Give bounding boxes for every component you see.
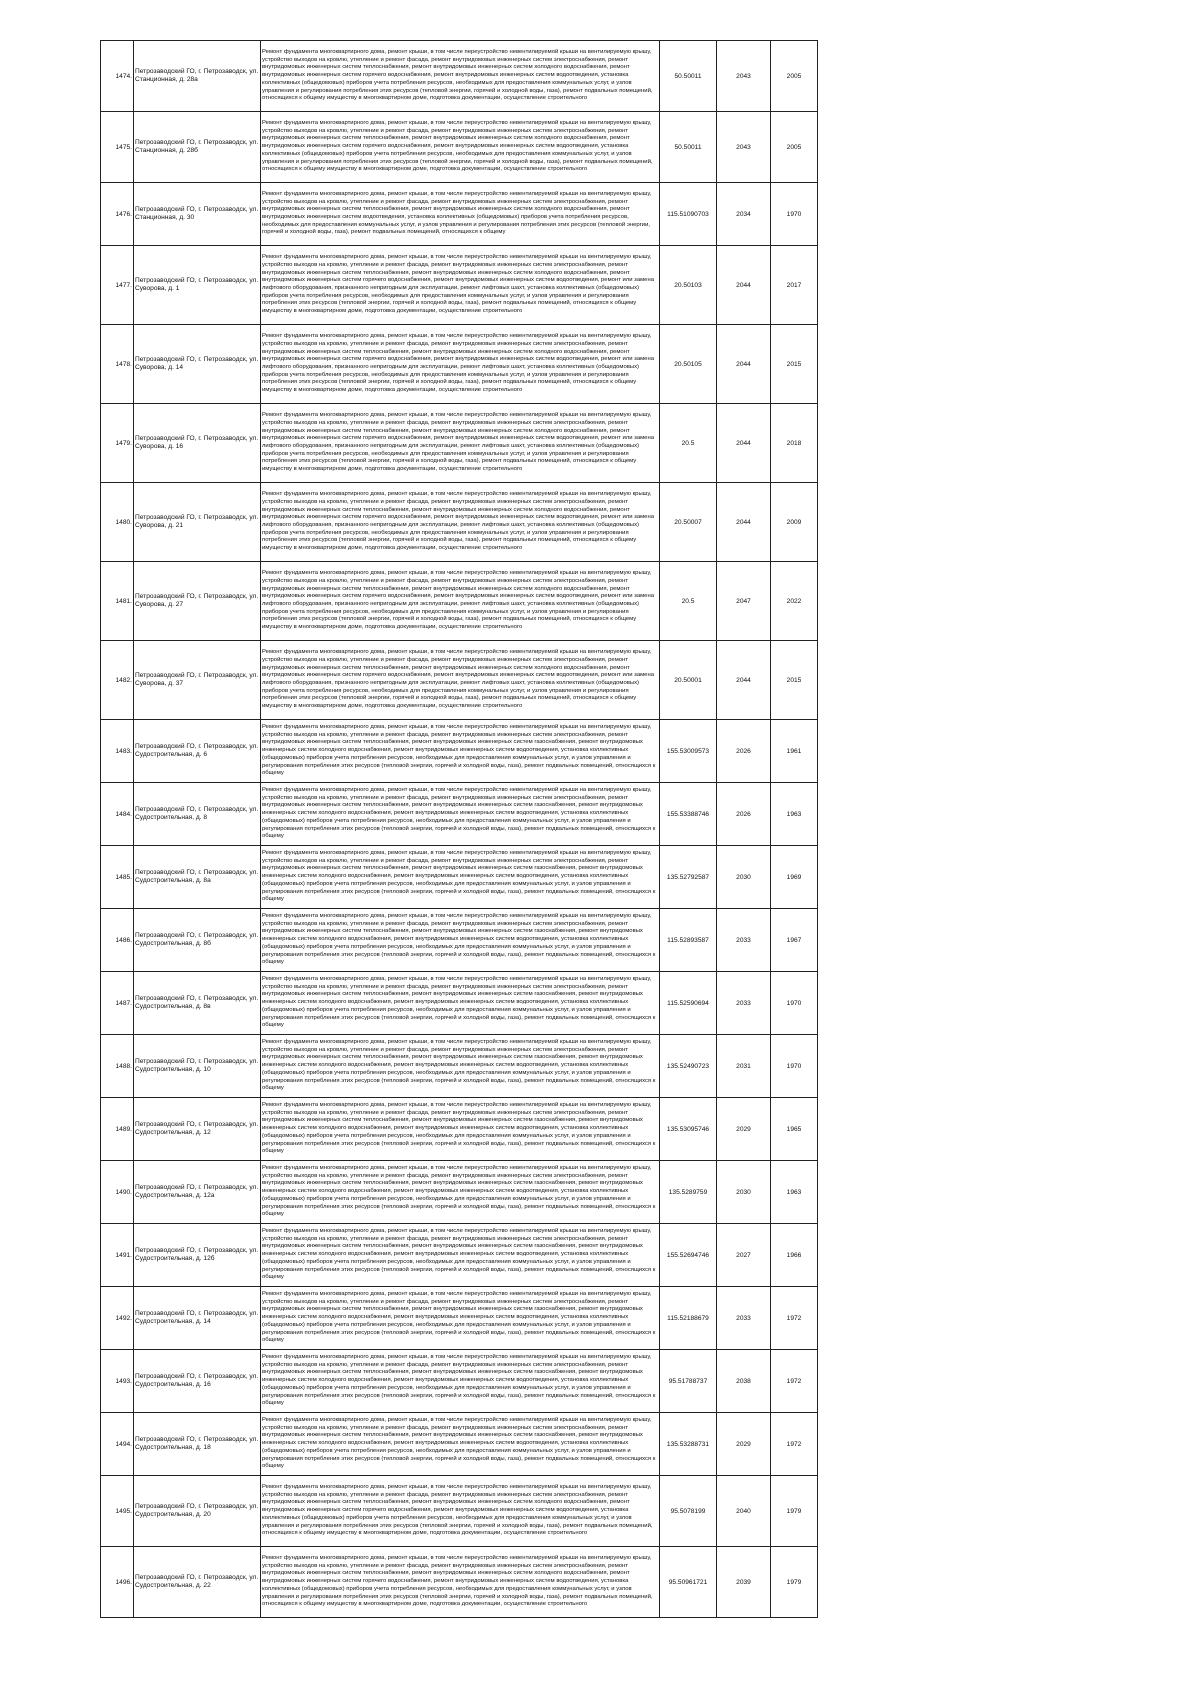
planned-year-cell: 2043 <box>717 112 771 183</box>
planned-year-cell: 2031 <box>717 1035 771 1098</box>
planned-year-cell: 2029 <box>717 1413 771 1476</box>
works-text: Ремонт фундамента многоквартирного дома, ремонт крыши, в том числе переустройство невентилируемой крыши на вентилируемую крышу, устройство выходов на кровлю, утепление и ремонт фасада, ремонт внутридомовых инженерных систем электроснабжения, ремонт внутридомовых инженерных систем теплоснабжения, ремонт внутридомовых инженерных систем газоснабжения, ремонт внутридомовых инженерных систем холодного водоснабжения, ремонт внутридомовых инженерных систем водоотведения, установка коллективных (общедомовых) приборов учета потребления ресурсов, необходимых для предоставления коммунальных услуг, и узлов управления и регулирования потребления этих ресурсов (тепловой энергии, горячей и холодной воды, газа), ремонт подвальных помещений, относящихся к общему <box>262 1291 656 1344</box>
row-number: 1484. <box>101 783 134 846</box>
works-text: Ремонт фундамента многоквартирного дома, ремонт крыши, в том числе переустройство невентилируемой крыши на вентилируемую крышу, устройство выходов на кровлю, утепление и ремонт фасада, ремонт внутридомовых инженерных систем электроснабжения, ремонт внутридомовых инженерных систем теплоснабжения, ремонт внутридомовых инженерных систем холодного водоснабжения, ремонт внутридомовых инженерных систем горячего водоснабжения, ремонт внутридомовых инженерных систем водоотведения, ремонт или замена лифтового оборудования, признанного непригодным для эксплуатации, ремонт лифтовых шахт, установка коллективных (общедомовых) приборов учета потребления ресурсов, необходимых для предоставления коммунальных услуг, и узлов управления и регулирования потребления этих ресурсов (тепловой энергии, горячей и холодной воды, газа), ремонт подвальных помещений, относящихся к общему имуществу в многоквартирном доме, подготовка документации, осуществление строительного <box>262 254 654 315</box>
works-cell <box>261 112 660 183</box>
row-number: 1491. <box>101 1224 134 1287</box>
works-text: Ремонт фундамента многоквартирного дома, ремонт крыши, в том числе переустройство невентилируемой крыши на вентилируемую крышу, устройство выходов на кровлю, утепление и ремонт фасада, ремонт внутридомовых инженерных систем электроснабжения, ремонт внутридомовых инженерных систем теплоснабжения, ремонт внутридомовых инженерных систем газоснабжения, ремонт внутридомовых инженерных систем холодного водоснабжения, ремонт внутридомовых инженерных систем водоотведения, установка коллективных (общедомовых) приборов учета потребления ресурсов, необходимых для предоставления коммунальных услуг, и узлов управления и регулирования потребления этих ресурсов (тепловой энергии, горячей и холодной воды, газа), ремонт подвальных помещений, относящихся к общему <box>262 1102 656 1155</box>
address-cell: Петрозаводский ГО, г. Петрозаводск, ул. Судостроительная, д. 14 <box>134 1287 261 1350</box>
table-row <box>101 720 818 783</box>
works-cell <box>261 783 660 846</box>
planned-year-cell: 2033 <box>717 909 771 972</box>
built-year-cell: 1965 <box>771 1098 818 1161</box>
works-cell <box>261 246 660 325</box>
row-number: 1480. <box>101 483 134 562</box>
address-cell: Петрозаводский ГО, г. Петрозаводск, ул. Судостроительная, д. 16 <box>134 1350 261 1413</box>
works-text: Ремонт фундамента многоквартирного дома, ремонт крыши, в том числе переустройство невентилируемой крыши на вентилируемую крышу, устройство выходов на кровлю, утепление и ремонт фасада, ремонт внутридомовых инженерных систем электроснабжения, ремонт внутридомовых инженерных систем теплоснабжения, ремонт внутридомовых инженерных систем газоснабжения, ремонт внутридомовых инженерных систем холодного водоснабжения, ремонт внутридомовых инженерных систем водоотведения, установка коллективных (общедомовых) приборов учета потребления ресурсов, необходимых для предоставления коммунальных услуг, и узлов управления и регулирования потребления этих ресурсов (тепловой энергии, горячей и холодной воды, газа), ремонт подвальных помещений, относящихся к общему <box>262 976 656 1029</box>
planned-year-cell: 2044 <box>717 325 771 404</box>
built-year-cell: 2015 <box>771 641 818 720</box>
planned-year-cell: 2026 <box>717 720 771 783</box>
row-number: 1493. <box>101 1350 134 1413</box>
cost-cell: 95.50961721 <box>660 1547 717 1618</box>
row-number: 1483. <box>101 720 134 783</box>
row-number: 1495. <box>101 1476 134 1547</box>
table-row <box>101 1035 818 1098</box>
works-cell <box>261 183 660 246</box>
works-cell <box>261 909 660 972</box>
address-cell: Петрозаводский ГО, г. Петрозаводск, ул. Суворова, д. 21 <box>134 483 261 562</box>
planned-year-cell: 2039 <box>717 1547 771 1618</box>
works-cell <box>261 562 660 641</box>
built-year-cell: 1970 <box>771 183 818 246</box>
built-year-cell: 2009 <box>771 483 818 562</box>
cost-cell: 20.5 <box>660 404 717 483</box>
table-row <box>101 1547 818 1618</box>
works-text: Ремонт фундамента многоквартирного дома, ремонт крыши, в том числе переустройство невентилируемой крыши на вентилируемую крышу, устройство выходов на кровлю, утепление и ремонт фасада, ремонт внутридомовых инженерных систем электроснабжения, ремонт внутридомовых инженерных систем теплоснабжения, ремонт внутридомовых инженерных систем газоснабжения, ремонт внутридомовых инженерных систем холодного водоснабжения, ремонт внутридомовых инженерных систем водоотведения, установка коллективных (общедомовых) приборов учета потребления ресурсов, необходимых для предоставления коммунальных услуг, и узлов управления и регулирования потребления этих ресурсов (тепловой энергии, горячей и холодной воды, газа), ремонт подвальных помещений, относящихся к общему <box>262 850 656 903</box>
row-number: 1496. <box>101 1547 134 1618</box>
built-year-cell: 1970 <box>771 1035 818 1098</box>
address-cell: Петрозаводский ГО, г. Петрозаводск, ул. Суворова, д. 37 <box>134 641 261 720</box>
table-row <box>101 1413 818 1476</box>
cost-cell: 50.50011 <box>660 112 717 183</box>
table-row <box>101 909 818 972</box>
works-cell <box>261 404 660 483</box>
row-number: 1486. <box>101 909 134 972</box>
planned-year-cell: 2030 <box>717 846 771 909</box>
planned-year-cell: 2030 <box>717 1161 771 1224</box>
cost-cell: 135.53288731 <box>660 1413 717 1476</box>
address-cell: Петрозаводский ГО, г. Петрозаводск, ул. Судостроительная, д. 8в <box>134 972 261 1035</box>
built-year-cell: 2022 <box>771 562 818 641</box>
planned-year-cell: 2044 <box>717 641 771 720</box>
address-cell: Петрозаводский ГО, г. Петрозаводск, ул. Суворова, д. 27 <box>134 562 261 641</box>
table-row <box>101 1287 818 1350</box>
row-number: 1488. <box>101 1035 134 1098</box>
planned-year-cell: 2044 <box>717 404 771 483</box>
address-cell: Петрозаводский ГО, г. Петрозаводск, ул. Суворова, д. 16 <box>134 404 261 483</box>
cost-cell: 135.53095746 <box>660 1098 717 1161</box>
row-number: 1487. <box>101 972 134 1035</box>
table-body <box>101 41 818 1618</box>
built-year-cell: 1961 <box>771 720 818 783</box>
built-year-cell: 1967 <box>771 909 818 972</box>
built-year-cell: 1963 <box>771 783 818 846</box>
built-year-cell: 2018 <box>771 404 818 483</box>
works-text: Ремонт фундамента многоквартирного дома, ремонт крыши, в том числе переустройство невентилируемой крыши на вентилируемую крышу, устройство выходов на кровлю, утепление и ремонт фасада, ремонт внутридомовых инженерных систем электроснабжения, ремонт внутридомовых инженерных систем теплоснабжения, ремонт внутридомовых инженерных систем газоснабжения, ремонт внутридомовых инженерных систем холодного водоснабжения, ремонт внутридомовых инженерных систем водоотведения, установка коллективных (общедомовых) приборов учета потребления ресурсов, необходимых для предоставления коммунальных услуг, и узлов управления и регулирования потребления этих ресурсов (тепловой энергии, горячей и холодной воды, газа), ремонт подвальных помещений, относящихся к общему <box>262 1417 656 1470</box>
built-year-cell: 1979 <box>771 1547 818 1618</box>
works-text: Ремонт фундамента многоквартирного дома, ремонт крыши, в том числе переустройство невентилируемой крыши на вентилируемую крышу, устройство выходов на кровлю, утепление и ремонт фасада, ремонт внутридомовых инженерных систем электроснабжения, ремонт внутридомовых инженерных систем теплоснабжения, ремонт внутридомовых инженерных систем холодного водоснабжения, ремонт внутридомовых инженерных систем горячего водоснабжения, ремонт внутридомовых инженерных систем водоотведения, установка коллективных (общедомовых) приборов учета потребления ресурсов, необходимых для предоставления коммунальных услуг, и узлов управления и регулирования потребления этих ресурсов (тепловой энергии, горячей и холодной воды, газа), ремонт подвальных помещений, относящихся к общему имуществу в многоквартирном доме, подготовка документации, осуществление строительного <box>262 1555 653 1608</box>
planned-year-cell: 2038 <box>717 1350 771 1413</box>
planned-year-cell: 2026 <box>717 783 771 846</box>
works-cell <box>261 41 660 112</box>
row-number: 1477. <box>101 246 134 325</box>
built-year-cell: 1966 <box>771 1224 818 1287</box>
planned-year-cell: 2033 <box>717 972 771 1035</box>
cost-cell: 20.50001 <box>660 641 717 720</box>
cost-cell: 155.53009573 <box>660 720 717 783</box>
planned-year-cell: 2044 <box>717 483 771 562</box>
address-cell: Петрозаводский ГО, г. Петрозаводск, ул. Станционная, д. 28а <box>134 41 261 112</box>
cost-cell: 135.52792587 <box>660 846 717 909</box>
works-text: Ремонт фундамента многоквартирного дома, ремонт крыши, в том числе переустройство невентилируемой крыши на вентилируемую крышу, устройство выходов на кровлю, утепление и ремонт фасада, ремонт внутридомовых инженерных систем электроснабжения, ремонт внутридомовых инженерных систем теплоснабжения, ремонт внутридомовых инженерных систем холодного водоснабжения, ремонт внутридомовых инженерных систем горячего водоснабжения, ремонт внутридомовых инженерных систем водоотведения, ремонт или замена лифтового оборудования, признанного непригодным для эксплуатации, ремонт лифтовых шахт, установка коллективных (общедомовых) приборов учета потребления ресурсов, необходимых для предоставления коммунальных услуг, и узлов управления и регулирования потребления этих ресурсов (тепловой энергии, горячей и холодной воды, газа), ремонт подвальных помещений, относящихся к общему имуществу в многоквартирном доме, подготовка документации, осуществление строительного <box>262 491 654 552</box>
works-cell <box>261 972 660 1035</box>
planned-year-cell: 2043 <box>717 41 771 112</box>
works-text: Ремонт фундамента многоквартирного дома, ремонт крыши, в том числе переустройство невентилируемой крыши на вентилируемую крышу, устройство выходов на кровлю, утепление и ремонт фасада, ремонт внутридомовых инженерных систем электроснабжения, ремонт внутридомовых инженерных систем теплоснабжения, ремонт внутридомовых инженерных систем газоснабжения, ремонт внутридомовых инженерных систем холодного водоснабжения, ремонт внутридомовых инженерных систем водоотведения, установка коллективных (общедомовых) приборов учета потребления ресурсов, необходимых для предоставления коммунальных услуг, и узлов управления и регулирования потребления этих ресурсов (тепловой энергии, горячей и холодной воды, газа), ремонт подвальных помещений, относящихся к общему <box>262 787 656 840</box>
row-number: 1475. <box>101 112 134 183</box>
row-number: 1476. <box>101 183 134 246</box>
works-cell <box>261 1098 660 1161</box>
table-row <box>101 1476 818 1547</box>
table-row <box>101 112 818 183</box>
address-cell: Петрозаводский ГО, г. Петрозаводск, ул. Судостроительная, д. 8а <box>134 846 261 909</box>
works-cell <box>261 1161 660 1224</box>
built-year-cell: 1972 <box>771 1350 818 1413</box>
works-text: Ремонт фундамента многоквартирного дома, ремонт крыши, в том числе переустройство невентилируемой крыши на вентилируемую крышу, устройство выходов на кровлю, утепление и ремонт фасада, ремонт внутридомовых инженерных систем электроснабжения, ремонт внутридомовых инженерных систем теплоснабжения, ремонт внутридомовых инженерных систем холодного водоснабжения, ремонт внутридомовых инженерных систем горячего водоснабжения, ремонт внутридомовых инженерных систем водоотведения, ремонт или замена лифтового оборудования, признанного непригодным для эксплуатации, ремонт лифтовых шахт, установка коллективных (общедомовых) приборов учета потребления ресурсов, необходимых для предоставления коммунальных услуг, и узлов управления и регулирования потребления этих ресурсов (тепловой энергии, горячей и холодной воды, газа), ремонт подвальных помещений, относящихся к общему имуществу в многоквартирном доме, подготовка документации, осуществление строительного <box>262 412 654 473</box>
built-year-cell: 2017 <box>771 246 818 325</box>
planned-year-cell: 2047 <box>717 562 771 641</box>
works-cell <box>261 1035 660 1098</box>
address-cell: Петрозаводский ГО, г. Петрозаводск, ул. Судостроительная, д. 8 <box>134 783 261 846</box>
cost-cell: 155.53388746 <box>660 783 717 846</box>
built-year-cell: 1969 <box>771 846 818 909</box>
works-cell <box>261 483 660 562</box>
works-text: Ремонт фундамента многоквартирного дома, ремонт крыши, в том числе переустройство невентилируемой крыши на вентилируемую крышу, устройство выходов на кровлю, утепление и ремонт фасада, ремонт внутридомовых инженерных систем электроснабжения, ремонт внутридомовых инженерных систем теплоснабжения, ремонт внутридомовых инженерных систем газоснабжения, ремонт внутридомовых инженерных систем холодного водоснабжения, ремонт внутридомовых инженерных систем водоотведения, установка коллективных (общедомовых) приборов учета потребления ресурсов, необходимых для предоставления коммунальных услуг, и узлов управления и регулирования потребления этих ресурсов (тепловой энергии, горячей и холодной воды, газа), ремонт подвальных помещений, относящихся к общему <box>262 1165 656 1218</box>
built-year-cell: 1963 <box>771 1161 818 1224</box>
cost-cell: 135.52490723 <box>660 1035 717 1098</box>
table-row <box>101 1350 818 1413</box>
address-cell: Петрозаводский ГО, г. Петрозаводск, ул. Суворова, д. 1 <box>134 246 261 325</box>
works-text: Ремонт фундамента многоквартирного дома, ремонт крыши, в том числе переустройство невентилируемой крыши на вентилируемую крышу, устройство выходов на кровлю, утепление и ремонт фасада, ремонт внутридомовых инженерных систем электроснабжения, ремонт внутридомовых инженерных систем теплоснабжения, ремонт внутридомовых инженерных систем газоснабжения, ремонт внутридомовых инженерных систем холодного водоснабжения, ремонт внутридомовых инженерных систем водоотведения, установка коллективных (общедомовых) приборов учета потребления ресурсов, необходимых для предоставления коммунальных услуг, и узлов управления и регулирования потребления этих ресурсов (тепловой энергии, горячей и холодной воды, газа), ремонт подвальных помещений, относящихся к общему <box>262 1354 656 1407</box>
planned-year-cell: 2040 <box>717 1476 771 1547</box>
works-cell <box>261 1413 660 1476</box>
table-row <box>101 325 818 404</box>
cost-cell: 115.52590694 <box>660 972 717 1035</box>
works-text: Ремонт фундамента многоквартирного дома, ремонт крыши, в том числе переустройство невентилируемой крыши на вентилируемую крышу, устройство выходов на кровлю, утепление и ремонт фасада, ремонт внутридомовых инженерных систем электроснабжения, ремонт внутридомовых инженерных систем теплоснабжения, ремонт внутридомовых инженерных систем газоснабжения, ремонт внутридомовых инженерных систем холодного водоснабжения, ремонт внутридомовых инженерных систем водоотведения, установка коллективных (общедомовых) приборов учета потребления ресурсов, необходимых для предоставления коммунальных услуг, и узлов управления и регулирования потребления этих ресурсов (тепловой энергии, горячей и холодной воды, газа), ремонт подвальных помещений, относящихся к общему <box>262 724 656 777</box>
cost-cell: 135.5289759 <box>660 1161 717 1224</box>
works-text: Ремонт фундамента многоквартирного дома, ремонт крыши, в том числе переустройство невентилируемой крыши на вентилируемую крышу, устройство выходов на кровлю, утепление и ремонт фасада, ремонт внутридомовых инженерных систем электроснабжения, ремонт внутридомовых инженерных систем теплоснабжения, ремонт внутридомовых инженерных систем холодного водоснабжения, ремонт внутридомовых инженерных систем водоотведения, установка коллективных (общедомовых) приборов учета потребления ресурсов, необходимых для предоставления коммунальных услуг, и узлов управления и регулирования потребления этих ресурсов (тепловой энергии, горячей и холодной воды, газа), ремонт подвальных помещений, относящихся к общему <box>262 190 652 236</box>
works-cell <box>261 1350 660 1413</box>
works-cell <box>261 1224 660 1287</box>
row-number: 1479. <box>101 404 134 483</box>
works-cell <box>261 641 660 720</box>
table-row <box>101 404 818 483</box>
cost-cell: 20.50103 <box>660 246 717 325</box>
cost-cell: 155.52694746 <box>660 1224 717 1287</box>
row-number: 1490. <box>101 1161 134 1224</box>
works-cell <box>261 1476 660 1547</box>
table-row <box>101 183 818 246</box>
works-cell <box>261 846 660 909</box>
capital-repair-table <box>100 40 818 1618</box>
row-number: 1474. <box>101 41 134 112</box>
planned-year-cell: 2044 <box>717 246 771 325</box>
works-text: Ремонт фундамента многоквартирного дома, ремонт крыши, в том числе переустройство невентилируемой крыши на вентилируемую крышу, устройство выходов на кровлю, утепление и ремонт фасада, ремонт внутридомовых инженерных систем электроснабжения, ремонт внутридомовых инженерных систем теплоснабжения, ремонт внутридомовых инженерных систем холодного водоснабжения, ремонт внутридомовых инженерных систем горячего водоснабжения, ремонт внутридомовых инженерных систем водоотведения, ремонт или замена лифтового оборудования, признанного непригодным для эксплуатации, ремонт лифтовых шахт, установка коллективных (общедомовых) приборов учета потребления ресурсов, необходимых для предоставления коммунальных услуг, и узлов управления и регулирования потребления этих ресурсов (тепловой энергии, горячей и холодной воды, газа), ремонт подвальных помещений, относящихся к общему имуществу в многоквартирном доме, подготовка документации, осуществление строительного <box>262 649 654 710</box>
planned-year-cell: 2034 <box>717 183 771 246</box>
works-cell <box>261 720 660 783</box>
cost-cell: 115.52893587 <box>660 909 717 972</box>
works-cell <box>261 1287 660 1350</box>
table-row <box>101 562 818 641</box>
planned-year-cell: 2027 <box>717 1224 771 1287</box>
address-cell: Петрозаводский ГО, г. Петрозаводск, ул. Суворова, д. 14 <box>134 325 261 404</box>
built-year-cell: 1972 <box>771 1413 818 1476</box>
planned-year-cell: 2033 <box>717 1287 771 1350</box>
cost-cell: 115.51090703 <box>660 183 717 246</box>
table-row <box>101 846 818 909</box>
built-year-cell: 2015 <box>771 325 818 404</box>
address-cell: Петрозаводский ГО, г. Петрозаводск, ул. Судостроительная, д. 20 <box>134 1476 261 1547</box>
cost-cell: 20.50105 <box>660 325 717 404</box>
cost-cell: 50.50011 <box>660 41 717 112</box>
built-year-cell: 2005 <box>771 112 818 183</box>
row-number: 1485. <box>101 846 134 909</box>
row-number: 1478. <box>101 325 134 404</box>
works-text: Ремонт фундамента многоквартирного дома, ремонт крыши, в том числе переустройство невентилируемой крыши на вентилируемую крышу, устройство выходов на кровлю, утепление и ремонт фасада, ремонт внутридомовых инженерных систем электроснабжения, ремонт внутридомовых инженерных систем теплоснабжения, ремонт внутридомовых инженерных систем газоснабжения, ремонт внутридомовых инженерных систем холодного водоснабжения, ремонт внутридомовых инженерных систем водоотведения, установка коллективных (общедомовых) приборов учета потребления ресурсов, необходимых для предоставления коммунальных услуг, и узлов управления и регулирования потребления этих ресурсов (тепловой энергии, горячей и холодной воды, газа), ремонт подвальных помещений, относящихся к общему <box>262 913 656 966</box>
works-text: Ремонт фундамента многоквартирного дома, ремонт крыши, в том числе переустройство невентилируемой крыши на вентилируемую крышу, устройство выходов на кровлю, утепление и ремонт фасада, ремонт внутридомовых инженерных систем электроснабжения, ремонт внутридомовых инженерных систем теплоснабжения, ремонт внутридомовых инженерных систем холодного водоснабжения, ремонт внутридомовых инженерных систем горячего водоснабжения, ремонт внутридомовых инженерных систем водоотведения, установка коллективных (общедомовых) приборов учета потребления ресурсов, необходимых для предоставления коммунальных услуг, и узлов управления и регулирования потребления этих ресурсов (тепловой энергии, горячей и холодной воды, газа), ремонт подвальных помещений, относящихся к общему имуществу в многоквартирном доме, подготовка документации, осуществление строительного <box>262 120 653 173</box>
row-number: 1492. <box>101 1287 134 1350</box>
address-cell: Петрозаводский ГО, г. Петрозаводск, ул. Судостроительная, д. 18 <box>134 1413 261 1476</box>
cost-cell: 20.5 <box>660 562 717 641</box>
address-cell: Петрозаводский ГО, г. Петрозаводск, ул. Судостроительная, д. 12а <box>134 1161 261 1224</box>
works-cell <box>261 1547 660 1618</box>
table-row <box>101 41 818 112</box>
table-row <box>101 641 818 720</box>
works-text: Ремонт фундамента многоквартирного дома, ремонт крыши, в том числе переустройство невентилируемой крыши на вентилируемую крышу, устройство выходов на кровлю, утепление и ремонт фасада, ремонт внутридомовых инженерных систем электроснабжения, ремонт внутридомовых инженерных систем теплоснабжения, ремонт внутридомовых инженерных систем холодного водоснабжения, ремонт внутридомовых инженерных систем горячего водоснабжения, ремонт внутридомовых инженерных систем водоотведения, установка коллективных (общедомовых) приборов учета потребления ресурсов, необходимых для предоставления коммунальных услуг, и узлов управления и регулирования потребления этих ресурсов (тепловой энергии, горячей и холодной воды, газа), ремонт подвальных помещений, относящихся к общему имуществу в многоквартирном доме, подготовка документации, осуществление строительного <box>262 1484 653 1537</box>
works-text: Ремонт фундамента многоквартирного дома, ремонт крыши, в том числе переустройство невентилируемой крыши на вентилируемую крышу, устройство выходов на кровлю, утепление и ремонт фасада, ремонт внутридомовых инженерных систем электроснабжения, ремонт внутридомовых инженерных систем теплоснабжения, ремонт внутридомовых инженерных систем холодного водоснабжения, ремонт внутридомовых инженерных систем горячего водоснабжения, ремонт внутридомовых инженерных систем водоотведения, ремонт или замена лифтового оборудования, признанного непригодным для эксплуатации, ремонт лифтовых шахт, установка коллективных (общедомовых) приборов учета потребления ресурсов, необходимых для предоставления коммунальных услуг, и узлов управления и регулирования потребления этих ресурсов (тепловой энергии, горячей и холодной воды, газа), ремонт подвальных помещений, относящихся к общему имуществу в многоквартирном доме, подготовка документации, осуществление строительного <box>262 570 654 631</box>
cost-cell: 115.52188679 <box>660 1287 717 1350</box>
built-year-cell: 1970 <box>771 972 818 1035</box>
cost-cell: 20.50007 <box>660 483 717 562</box>
built-year-cell: 1979 <box>771 1476 818 1547</box>
works-text: Ремонт фундамента многоквартирного дома, ремонт крыши, в том числе переустройство невентилируемой крыши на вентилируемую крышу, устройство выходов на кровлю, утепление и ремонт фасада, ремонт внутридомовых инженерных систем электроснабжения, ремонт внутридомовых инженерных систем теплоснабжения, ремонт внутридомовых инженерных систем газоснабжения, ремонт внутридомовых инженерных систем холодного водоснабжения, ремонт внутридомовых инженерных систем водоотведения, установка коллективных (общедомовых) приборов учета потребления ресурсов, необходимых для предоставления коммунальных услуг, и узлов управления и регулирования потребления этих ресурсов (тепловой энергии, горячей и холодной воды, газа), ремонт подвальных помещений, относящихся к общему <box>262 1228 656 1281</box>
address-cell: Петрозаводский ГО, г. Петрозаводск, ул. Судостроительная, д. 8б <box>134 909 261 972</box>
works-cell <box>261 325 660 404</box>
table-row <box>101 246 818 325</box>
built-year-cell: 1972 <box>771 1287 818 1350</box>
address-cell: Петрозаводский ГО, г. Петрозаводск, ул. Судостроительная, д. 12б <box>134 1224 261 1287</box>
address-cell: Петрозаводский ГО, г. Петрозаводск, ул. Станционная, д. 28б <box>134 112 261 183</box>
works-text: Ремонт фундамента многоквартирного дома, ремонт крыши, в том числе переустройство невентилируемой крыши на вентилируемую крышу, устройство выходов на кровлю, утепление и ремонт фасада, ремонт внутридомовых инженерных систем электроснабжения, ремонт внутридомовых инженерных систем теплоснабжения, ремонт внутридомовых инженерных систем холодного водоснабжения, ремонт внутридомовых инженерных систем горячего водоснабжения, ремонт внутридомовых инженерных систем водоотведения, установка коллективных (общедомовых) приборов учета потребления ресурсов, необходимых для предоставления коммунальных услуг, и узлов управления и регулирования потребления этих ресурсов (тепловой энергии, горячей и холодной воды, газа), ремонт подвальных помещений, относящихся к общему имуществу в многоквартирном доме, подготовка документации, осуществление строительного <box>262 49 653 102</box>
cost-cell: 95.5078199 <box>660 1476 717 1547</box>
address-cell: Петрозаводский ГО, г. Петрозаводск, ул. Судостроительная, д. 10 <box>134 1035 261 1098</box>
row-number: 1482. <box>101 641 134 720</box>
table-row <box>101 1224 818 1287</box>
works-text: Ремонт фундамента многоквартирного дома, ремонт крыши, в том числе переустройство невентилируемой крыши на вентилируемую крышу, устройство выходов на кровлю, утепление и ремонт фасада, ремонт внутридомовых инженерных систем электроснабжения, ремонт внутридомовых инженерных систем теплоснабжения, ремонт внутридомовых инженерных систем газоснабжения, ремонт внутридомовых инженерных систем холодного водоснабжения, ремонт внутридомовых инженерных систем водоотведения, установка коллективных (общедомовых) приборов учета потребления ресурсов, необходимых для предоставления коммунальных услуг, и узлов управления и регулирования потребления этих ресурсов (тепловой энергии, горячей и холодной воды, газа), ремонт подвальных помещений, относящихся к общему <box>262 1039 656 1092</box>
table-row <box>101 1098 818 1161</box>
address-cell: Петрозаводский ГО, г. Петрозаводск, ул. Судостроительная, д. 12 <box>134 1098 261 1161</box>
table-row <box>101 783 818 846</box>
address-cell: Петрозаводский ГО, г. Петрозаводск, ул. Судостроительная, д. 6 <box>134 720 261 783</box>
address-cell: Петрозаводский ГО, г. Петрозаводск, ул. Станционная, д. 30 <box>134 183 261 246</box>
row-number: 1494. <box>101 1413 134 1476</box>
built-year-cell: 2005 <box>771 41 818 112</box>
works-text: Ремонт фундамента многоквартирного дома, ремонт крыши, в том числе переустройство невентилируемой крыши на вентилируемую крышу, устройство выходов на кровлю, утепление и ремонт фасада, ремонт внутридомовых инженерных систем электроснабжения, ремонт внутридомовых инженерных систем теплоснабжения, ремонт внутридомовых инженерных систем холодного водоснабжения, ремонт внутридомовых инженерных систем горячего водоснабжения, ремонт внутридомовых инженерных систем водоотведения, ремонт или замена лифтового оборудования, признанного непригодным для эксплуатации, ремонт лифтовых шахт, установка коллективных (общедомовых) приборов учета потребления ресурсов, необходимых для предоставления коммунальных услуг, и узлов управления и регулирования потребления этих ресурсов (тепловой энергии, горячей и холодной воды, газа), ремонт подвальных помещений, относящихся к общему имуществу в многоквартирном доме, подготовка документации, осуществление строительного <box>262 333 654 394</box>
row-number: 1481. <box>101 562 134 641</box>
address-cell: Петрозаводский ГО, г. Петрозаводск, ул. Судостроительная, д. 22 <box>134 1547 261 1618</box>
planned-year-cell: 2029 <box>717 1098 771 1161</box>
row-number: 1489. <box>101 1098 134 1161</box>
table-row <box>101 972 818 1035</box>
cost-cell: 95.51788737 <box>660 1350 717 1413</box>
table-row <box>101 1161 818 1224</box>
table-row <box>101 483 818 562</box>
